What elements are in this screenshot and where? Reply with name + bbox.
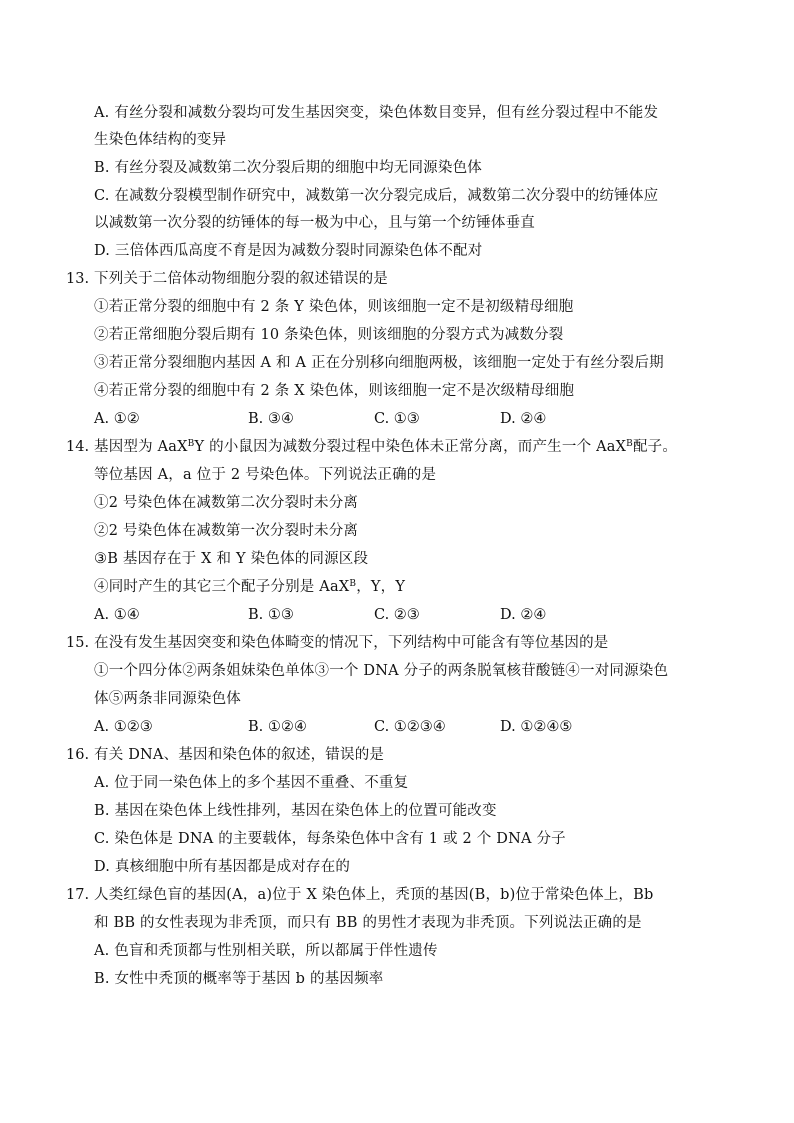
q13-statement-3: ③若正常分裂细胞内基因 A 和 A 正在分别移向细胞两极，该细胞一定处于有丝分裂后期 bbox=[94, 355, 664, 371]
question-number-14: 14. bbox=[66, 439, 90, 455]
q14-statement-3: ③B 基因存在于 X 和 Y 染色体的同源区段 bbox=[94, 551, 369, 567]
q14-options bbox=[94, 605, 734, 625]
q14-option-a[interactable]: A. ①④ bbox=[94, 607, 140, 623]
q16-option-a[interactable]: A. 位于同一染色体上的多个基因不重叠、不重复 bbox=[94, 775, 409, 791]
q15-option-a[interactable]: A. ①②③ bbox=[94, 719, 153, 735]
q16-option-c[interactable]: C. 染色体是 DNA 的主要载体，每条染色体中含有 1 或 2 个 DNA 分子 bbox=[94, 831, 566, 847]
question-number-17: 17. bbox=[66, 887, 90, 903]
q12-option-c-line2: 以减数第一次分裂的纺锤体的每一极为中心，且与第一个纺锤体垂直 bbox=[94, 215, 535, 231]
q14-stem-superscript-1: B bbox=[187, 439, 195, 449]
q12-option-a-line1: A. 有丝分裂和减数分裂均可发生基因突变，染色体数目变异，但有丝分裂过程中不能发 bbox=[94, 105, 659, 121]
q13-option-d[interactable]: D. ②④ bbox=[500, 411, 547, 427]
q17-option-b[interactable]: B. 女性中秃顶的概率等于基因 b 的基因频率 bbox=[94, 971, 384, 987]
q14-option-b[interactable]: B. ①③ bbox=[248, 607, 294, 623]
q16-option-b[interactable]: B. 基因在染色体上线性排列，基因在染色体上的位置可能改变 bbox=[94, 803, 497, 819]
q14-option-d[interactable]: D. ②④ bbox=[500, 607, 547, 623]
q15-option-b[interactable]: B. ①②④ bbox=[248, 719, 307, 735]
q12-option-a-line2: 生染色体结构的变异 bbox=[94, 132, 227, 148]
q14-statement-4 bbox=[94, 577, 405, 597]
q12-option-c-line1: C. 在减数分裂模型制作研究中，减数第一次分裂完成后，减数第二次分裂中的纺锤体应 bbox=[94, 188, 659, 204]
q14-stem-text-a: 基因型为 AaX bbox=[94, 439, 188, 455]
q13-option-c[interactable]: C. ①③ bbox=[374, 411, 420, 427]
question-number-16: 16. bbox=[66, 747, 90, 763]
q17-stem-line1: 人类红绿色盲的基因(A，a)位于 X 染色体上，秃顶的基因(B，b)位于常染色体上，Bb bbox=[94, 887, 654, 903]
q15-structures-line1: ①一个四分体②两条姐妹染色单体③一个 DNA 分子的两条脱氧核苷酸链④一对同源染色 bbox=[94, 663, 669, 679]
q13-statement-1: ①若正常分裂的细胞中有 2 条 Y 染色体，则该细胞一定不是初级精母细胞 bbox=[94, 299, 574, 315]
q15-options bbox=[94, 717, 734, 737]
q13-statement-2: ②若正常细胞分裂后期有 10 条染色体，则该细胞的分裂方式为减数分裂 bbox=[94, 327, 564, 343]
question-number-15: 15. bbox=[66, 635, 90, 651]
question-number-13: 13. bbox=[66, 271, 90, 287]
q15-option-c[interactable]: C. ①②③④ bbox=[374, 719, 446, 735]
q14-statement-4-text-b: ，Y，Y bbox=[356, 579, 406, 595]
q17-option-a[interactable]: A. 色盲和秃顶都与性别相关联，所以都属于伴性遗传 bbox=[94, 943, 438, 959]
q15-stem: 在没有发生基因突变和染色体畸变的情况下，下列结构中可能含有等位基因的是 bbox=[94, 635, 609, 651]
q17-stem-line2: 和 BB 的女性表现为非秃顶，而只有 BB 的男性才表现为非秃顶。下列说法正确的是 bbox=[94, 915, 642, 931]
q13-option-b[interactable]: B. ③④ bbox=[248, 411, 294, 427]
q14-statement-2: ②2 号染色体在减数第一次分裂时未分离 bbox=[94, 523, 359, 539]
q13-options bbox=[94, 409, 734, 429]
q12-option-d: D. 三倍体西瓜高度不育是因为减数分裂时同源染色体不配对 bbox=[94, 243, 483, 259]
q14-option-c[interactable]: C. ②③ bbox=[374, 607, 420, 623]
q15-option-d[interactable]: D. ①②④⑤ bbox=[500, 719, 573, 735]
q15-structures-line2: 体⑤两条非同源染色体 bbox=[94, 691, 241, 707]
q14-statement-1: ①2 号染色体在减数第二次分裂时未分离 bbox=[94, 495, 359, 511]
q12-option-b: B. 有丝分裂及减数第二次分裂后期的细胞中均无同源染色体 bbox=[94, 160, 482, 176]
q14-stem-text-b: Y 的小鼠因为减数分裂过程中染色体未正常分离，而产生一个 AaX bbox=[194, 439, 627, 455]
q16-option-d[interactable]: D. 真核细胞中所有基因都是成对存在的 bbox=[94, 859, 351, 875]
q13-stem: 下列关于二倍体动物细胞分裂的叙述错误的是 bbox=[94, 271, 388, 287]
q13-statement-4: ④若正常分裂的细胞中有 2 条 X 染色体，则该细胞一定不是次级精母细胞 bbox=[94, 383, 575, 399]
q14-statement-4-text-a: ④同时产生的其它三个配子分别是 AaX bbox=[94, 579, 350, 595]
q14-stem-superscript-2: B bbox=[626, 439, 633, 449]
q14-statement-4-superscript: B bbox=[349, 579, 357, 589]
q14-stem-line2: 等位基因 A，a 位于 2 号染色体。下列说法正确的是 bbox=[94, 467, 437, 483]
q13-option-a[interactable]: A. ①② bbox=[94, 411, 140, 427]
q16-stem: 有关 DNA、基因和染色体的叙述，错误的是 bbox=[94, 747, 385, 763]
q14-stem-line1 bbox=[94, 437, 677, 457]
q14-stem-text-c: 配子。 bbox=[632, 439, 678, 455]
